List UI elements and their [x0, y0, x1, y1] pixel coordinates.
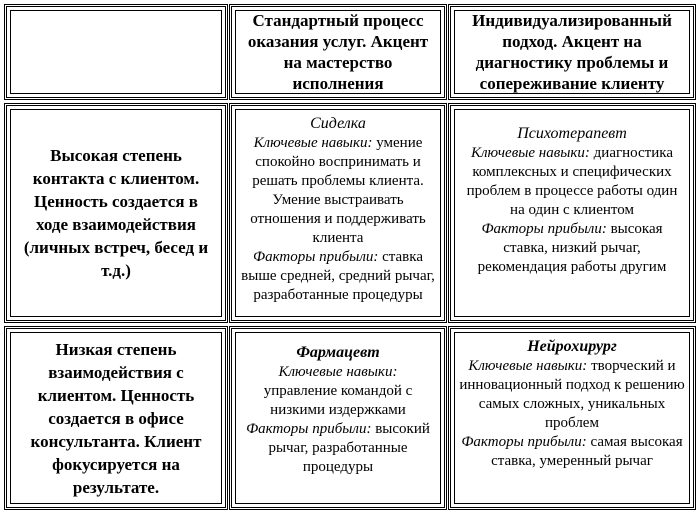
skills-text: творческий и инновационный подход к решению самых сложных, уникальных проблем [459, 358, 685, 431]
profit-label: Факторы прибыли: [481, 221, 607, 237]
profit-paragraph [459, 433, 685, 471]
skills-label: Ключевые навыки: [468, 358, 588, 374]
role-title: Нейрохирург [527, 338, 617, 355]
profit-text: ставка выше средней, средний рычаг, разработанные процедуры [241, 249, 435, 303]
skills-text: диагностика комплексных и специфических проблем в процессе работы один на один с клиентом [466, 145, 678, 218]
skills-paragraph [240, 363, 436, 420]
profit-text: высокая ставка, низкий рычаг, рекомендация работы другим [477, 221, 667, 275]
column-header-individual [448, 4, 696, 100]
row-header-low-contact-text: Низкая степень взаимодействия с клиентом. Ценность создается в офисе консультанта. Клиент фокусируется на результате. [30, 339, 202, 497]
profit-label: Факторы прибыли: [253, 249, 379, 265]
cell-neurosurgeon [448, 326, 696, 510]
skills-label: Ключевые навыки: [253, 135, 373, 151]
skills-text: управление командой с низкими издержками [263, 383, 413, 418]
profit-paragraph [240, 248, 436, 305]
profit-paragraph [240, 420, 436, 477]
cell-pharmacist [229, 326, 447, 510]
column-header-standard [229, 4, 447, 100]
profit-text: самая высокая ставка, умеренный рычаг [491, 434, 683, 469]
profit-label: Факторы прибыли: [246, 421, 372, 437]
skills-paragraph [459, 144, 685, 220]
cell-psychotherapist [448, 103, 696, 323]
skills-label: Ключевые навыки: [278, 364, 398, 380]
skills-text: умение спокойно воспринимать и решать проблемы клиента. Умение выстраивать отношения и поддерживать клиента [250, 135, 426, 246]
role-title: Психотерапевт [517, 125, 627, 142]
row-header-high-contact [4, 103, 228, 323]
column-header-individual-text: Индивидуализированный подход. Акцент на диагностику проблемы и сопереживание клиенту [472, 11, 672, 93]
cell-nurse [229, 103, 447, 323]
skills-paragraph [459, 357, 685, 433]
skills-paragraph [240, 134, 436, 248]
profit-text: высокий рычаг, разработанные процедуры [268, 421, 430, 475]
role-title: Сиделка [310, 115, 366, 132]
role-title: Фармацевт [296, 344, 380, 361]
column-header-standard-text: Стандартный процесс оказания услуг. Акцент на мастерство исполнения [247, 11, 429, 93]
profit-label: Факторы прибыли: [461, 434, 587, 450]
corner-empty-cell [4, 4, 228, 100]
skills-label: Ключевые навыки: [471, 145, 590, 161]
profit-paragraph [459, 220, 685, 277]
row-header-high-contact-text: Высокая степень контакта с клиентом. Ценность создается в ходе взаимодействия (личных встреч, бесед и т.д.) [23, 146, 209, 280]
row-header-low-contact [4, 326, 228, 510]
